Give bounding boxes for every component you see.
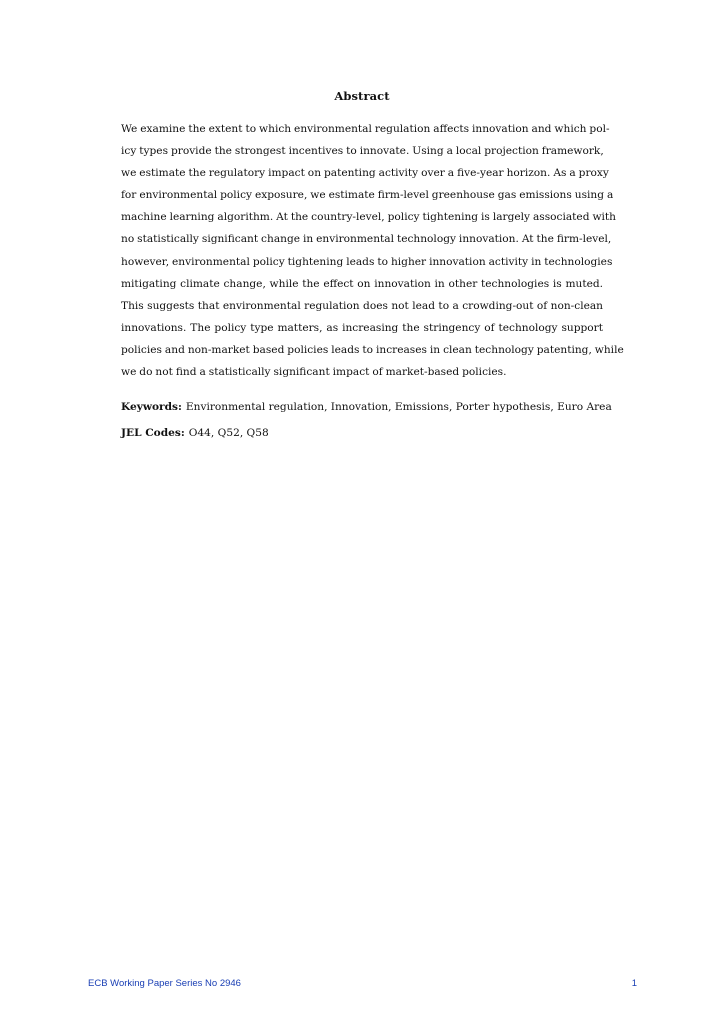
abstract-line: we estimate the regulatory impact on patenting activity over a five-year horizon. As a proxy xyxy=(121,167,609,180)
abstract-line: however, environmental policy tightening leads to higher innovation activity in technologies xyxy=(121,255,613,268)
keywords-label: Keywords: xyxy=(121,401,182,413)
abstract-line: machine learning algorithm. At the country-level, policy tightening is largely associated with xyxy=(121,211,616,224)
jel-codes-label: JEL Codes: xyxy=(121,427,185,439)
abstract-paragraph xyxy=(121,118,624,383)
keywords-row xyxy=(121,401,612,413)
abstract-line: no statistically significant change in environmental technology innovation. At the firm-level, xyxy=(121,233,612,246)
abstract-line: icy types provide the strongest incentives to innovate. Using a local projection framework, xyxy=(121,145,604,158)
abstract-line: for environmental policy exposure, we estimate firm-level greenhouse gas emissions using a xyxy=(121,189,614,202)
abstract-line: innovations. The policy type matters, as increasing the stringency of technology support xyxy=(121,321,603,334)
jel-codes-row xyxy=(121,427,603,439)
page-number: 1 xyxy=(631,978,637,989)
abstract-line: mitigating climate change, while the effect on innovation in other technologies is muted. xyxy=(121,277,603,290)
abstract-line: we do not find a statistically significant impact of market-based policies. xyxy=(121,366,507,379)
abstract-line: This suggests that environmental regulation does not lead to a crowding-out of non-clean xyxy=(121,299,603,312)
abstract-heading: Abstract xyxy=(334,89,390,103)
jel-codes-value: O44, Q52, Q58 xyxy=(188,427,269,439)
series-link[interactable]: ECB Working Paper Series No 2946 xyxy=(88,978,241,989)
keywords-value: Environmental regulation, Innovation, Emissions, Porter hypothesis, Euro Area xyxy=(185,401,612,413)
abstract-line: policies and non-market based policies leads to increases in clean technology patenting, while xyxy=(121,343,624,356)
abstract-line: We examine the extent to which environmental regulation affects innovation and which pol- xyxy=(121,123,610,135)
